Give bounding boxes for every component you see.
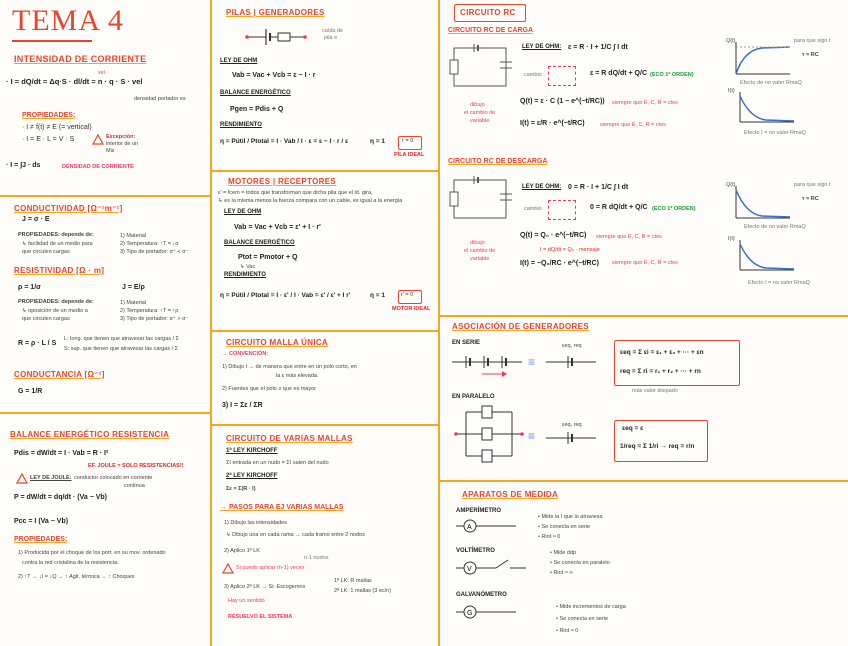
svg-text:G: G	[467, 610, 473, 617]
medida-heading: APARATOS DE MEDIDA	[462, 490, 559, 499]
pilas-balance-formula: Pgen = Pdis + Q	[230, 106, 284, 113]
amperimetro-a1: • Mide la I que lo atraviesa	[538, 514, 603, 520]
densidad-label: DENSIDAD DE CORRIENTE	[62, 164, 134, 170]
balance-res-p1: 1) Producida por el choque de los port. en su mov. ordenado	[18, 550, 166, 556]
rc-carga-i-graph	[736, 92, 796, 128]
motores-n1: ε' = fcem = todos que transforman que dicha pila que el ld. gira,	[218, 190, 373, 196]
intensidad-p1: · I ≠ f(t) ≠ E (= vertical)	[22, 124, 92, 131]
pilas-heading: PILAS | GENERADORES	[226, 8, 325, 17]
excepcion-label: Excepción:	[106, 134, 136, 140]
serie-eq2: req = Σ ri = r₁ + r₂ + ··· + rn	[620, 368, 701, 375]
voltimetro-v1: • Mide ddp	[550, 550, 577, 556]
rc-carga-i-note: siempre que E, C, R = ctes	[600, 122, 666, 128]
rc-carga-i-graph-foot: Efecto I = no valer RmaQ	[744, 130, 806, 136]
divider-c2-b	[210, 330, 438, 332]
divider-c2-c	[210, 424, 438, 426]
divider-col2	[438, 0, 440, 646]
intensidad-propiedades: PROPIEDADES:	[22, 112, 76, 119]
pasos-p4a: 1ª LK: R mallas	[334, 578, 372, 584]
resistividad-a2: que circulen cargas	[22, 316, 70, 322]
intensidad-formula: · I = dQ/dt = Δq·S · dl/dt = n · q · S · vel	[6, 77, 143, 86]
conductancia-heading: CONDUCTANCIA [Ω⁻¹]	[14, 370, 105, 379]
excepcion-text: interior de un	[106, 141, 139, 147]
rc-carga-heading: CIRCUITO RC DE CARGA	[448, 27, 534, 34]
rc-descarga-i: I(t) = −Q₀/RC · e^(−t/RC)	[520, 260, 599, 267]
pilas-ley-ohm: LEY DE OHM	[220, 58, 258, 64]
paralelo-eq3: εeq = ε	[622, 425, 644, 432]
intensidad-p2: · I = E · L = V · S	[22, 136, 75, 143]
motores-ohm-formula: Vab = Vac + Vcb = ε' + I · r'	[234, 224, 321, 231]
title-underline	[12, 40, 92, 42]
pasos-p3: Si puedo aplicar (n-1) veces	[236, 565, 305, 571]
densidad-formula: · I = ∫J · ds	[6, 162, 41, 169]
voltimetro-label: VOLTÍMETRO	[456, 548, 495, 554]
rc-descarga-q-sub: I = dQ/dt = Q₀ · mensaje	[540, 247, 600, 253]
serie-nota: más valor disipado	[632, 388, 678, 394]
kirchoff1-label: 1ª LEY KIRCHOFF	[226, 448, 278, 454]
rc-descarga-cambio: cambio	[524, 206, 542, 212]
galvanometro-g3: • Rint ≈ 0	[556, 628, 579, 634]
serie-schematic	[452, 352, 522, 378]
serie-formula-box	[614, 340, 740, 386]
pila-schematic	[246, 26, 306, 48]
divider-col1	[210, 0, 212, 646]
rc-descarga-f1: 0 = R · I + 1/C ∫ I dt	[568, 184, 629, 191]
rc-descarga-cambio-box	[548, 200, 576, 220]
resistividad-b2: 2) Temperatura: ↑T = ↑ρ	[120, 308, 179, 314]
caida-pila-label: caída de	[322, 28, 344, 34]
motor-ideal-label: MOTOR IDEAL	[392, 306, 431, 312]
rc-carga-f2: ε = R dQ/dt + Q/C	[590, 70, 647, 77]
galvanometro-g2: • Se conecta en serie	[556, 616, 609, 622]
rc-descarga-q-graph-note: para que sign t	[794, 182, 831, 188]
rc-dibujo-label3: variable	[470, 118, 490, 124]
pasos-p2: 2) Aplico 1ª LK	[224, 548, 260, 554]
rc-descarga-q: Q(t) = Q₀ · e^(−t/RC)	[520, 232, 587, 239]
warning-icon	[92, 134, 104, 145]
caida-pila-label2: pila e	[324, 35, 338, 41]
svg-text:A: A	[467, 524, 472, 531]
rc-carga-q-graph	[732, 42, 792, 82]
motores-vac: ↳ Vac	[240, 264, 256, 270]
pasos-p2b: n-1 nudos	[304, 555, 329, 561]
voltimetro-icon	[456, 558, 526, 576]
pilas-rend-ideal: η = 1	[370, 138, 385, 145]
serie-eq-schematic	[546, 352, 596, 378]
motores-ley-ohm: LEY DE OHM	[224, 209, 262, 215]
pasos-p1b: ↳ Dibujo una en cada rama → cada tramo entre 2 nodos	[226, 532, 365, 538]
conductividad-a2: que circulen cargas	[22, 249, 70, 255]
rc-heading: CIRCUITO RC	[460, 8, 516, 17]
divider-c1-b	[0, 412, 210, 414]
balance-res-n1: EF. JOULE = SOLO RESISTENCIAS!!	[88, 463, 184, 469]
warning-icon	[222, 563, 234, 574]
rc-descarga-dibujo2: el cambio de	[464, 248, 496, 254]
kirchoff2-label: 2ª LEY KIRCHOFF	[226, 473, 278, 479]
conductividad-b3: 3) Tipo de portador: σ⁺ < σ⁻	[120, 249, 189, 255]
rc-ley-ohm: LEY DE OHM:	[522, 44, 562, 50]
serie-eq-label: εeq, req	[562, 343, 582, 349]
svg-text:V: V	[467, 566, 472, 573]
rc-cambio-box	[548, 66, 576, 86]
rc-carga-q-graph-note: para que sign t	[794, 38, 831, 44]
serie-eq1: εeq = Σ εi = ε₁ + ε₂ + ··· + εn	[620, 349, 704, 356]
rc-descarga-heading: CIRCUITO RC DE DESCARGA	[448, 158, 548, 165]
paralelo-label: EN PARALELO	[452, 394, 495, 400]
amperimetro-a2: • Se conecta en serie	[538, 524, 591, 530]
balance-res-f1: Pdis = dW/dt = I · Vab = R · I²	[14, 450, 109, 457]
malla-s4: 3) I = Σε / ΣR	[222, 402, 263, 409]
rc-dibujo-label2: el cambio de	[464, 110, 496, 116]
warning-icon	[16, 473, 28, 484]
pasos-p1: 1) Dibujo las intensidades	[224, 520, 287, 526]
amperimetro-label: AMPERÍMETRO	[456, 508, 501, 514]
rc-carga-f1: ε = R · I + 1/C ∫ I dt	[568, 44, 628, 51]
rc-dibujo-label: dibujo	[470, 102, 485, 108]
pilas-ohm-formula: Vab = Vac + Vcb = ε − I · r	[232, 72, 316, 79]
rc-descarga-q-note: siempre que E, C, R = ctes	[596, 234, 662, 240]
balance-res-heading: BALANCE ENERGÉTICO RESISTENCIA	[10, 430, 170, 439]
rc-orden-label: (ECO 1º ORDEN)	[650, 72, 694, 78]
motores-rendimiento: RENDIMIENTO	[224, 272, 266, 278]
motores-heading: MOTORES | RECEPTORES	[228, 177, 336, 186]
balance-res-prop: PROPIEDADES:	[14, 536, 68, 543]
rc-descarga-q-graph	[732, 186, 792, 226]
pilas-rendimiento: RENDIMIENTO	[220, 122, 262, 128]
malla-s3: 2) Fuentes que el polo ≥ que es mayor	[222, 386, 317, 392]
resuelvo-label: RESUELVO EL SISTEMA	[228, 614, 293, 620]
kirchoff2-formula: Σε = Σ(R · I)	[226, 486, 256, 492]
rc-descarga-i-note: siempre que E, C, R = ctes	[612, 260, 678, 266]
rc-descarga-q-graph-foot: Efecto de no valer RmaQ	[744, 224, 806, 230]
conductividad-a1: ↳ facilidad de un medio para	[22, 241, 93, 247]
pilas-rend-formula: η = Pútil / Ptotal = I · Vab / I · ε = ε − I · r / ε	[220, 138, 349, 145]
conductividad-heading: CONDUCTIVIDAD [Ω⁻¹m⁻¹]	[14, 204, 123, 213]
paralelo-eq-label: εeq, req	[562, 422, 582, 428]
resistividad-b1: 1) Material	[120, 300, 146, 306]
pilas-balance: BALANCE ENERGÉTICO	[220, 90, 291, 96]
pila-ideal-label: PILA IDEAL	[394, 152, 425, 158]
rc-descarga-f2: 0 = R dQ/dt + Q/C	[590, 204, 648, 211]
resistividad-a1: ↳ oposición de un medio a	[22, 308, 88, 314]
rc-carga-tau: τ = RC	[802, 52, 819, 58]
rc-carga-schematic	[450, 44, 510, 90]
rc-cambio-label: cambio	[524, 72, 542, 78]
motores-balance-formula: Ptot = Pmotor + Q	[238, 254, 298, 261]
resistencia-n2: S: sup. que tienen que atravesar las cargas / Σ	[64, 346, 179, 352]
amperimetro-icon	[456, 518, 516, 534]
pasos-p4b: 2ª LK: 1 mallas (3 ec/n)	[334, 588, 392, 594]
conductividad-b2: 2) Temperatura: ↑T = ↓σ	[120, 241, 179, 247]
rc-descarga-i-graph-label: I(t)	[728, 236, 735, 242]
balance-res-p2: contra la red cristalina de la resistencia.	[22, 560, 119, 566]
divider-c2-a	[210, 170, 438, 172]
kirchoff1-formula: ΣI entrada en un nudo = ΣI salen del nudo	[226, 460, 329, 466]
rc-descarga-schematic	[450, 176, 510, 222]
pasos-p5: Hay un sentido	[228, 598, 265, 604]
motores-rend-formula: η = Pútil / Ptotal = I · ε' / I · Vab = ε' / ε' + I r'	[220, 292, 351, 299]
balance-res-p3: 2) ↑T → ↓I = ↓Q → ↑ Agit. térmica → ↑ Choques	[18, 574, 135, 580]
rc-descarga-i-graph	[736, 240, 796, 276]
ley-joule-n3: continua	[124, 483, 145, 489]
voltimetro-v2: • Se conecta en paralelo	[550, 560, 610, 566]
galvanometro-label: GALVANÓMETRO	[456, 592, 507, 598]
motores-r0: r' = 0	[401, 292, 414, 298]
rc-carga-i-graph-label: I(t)	[728, 88, 735, 94]
resistividad-f1: ρ = 1/σ	[18, 284, 41, 291]
balance-res-f3: Pcc = I (Va − Vb)	[14, 518, 69, 525]
resistividad-b3: 3) Tipo de portador: σ⁺ > σ⁻	[120, 316, 189, 322]
voltimetro-v3: • Rint ≈ ∞	[550, 570, 574, 576]
rc-carga-q-graph-label: Q(t)	[726, 38, 736, 44]
conductividad-b1: 1) Material	[120, 233, 146, 239]
amperimetro-a3: • Rint ≈ 0	[538, 534, 561, 540]
divider-c3-a	[438, 315, 848, 317]
motores-balance: BALANCE ENERGÉTICO	[224, 240, 295, 246]
intensidad-heading: INTENSIDAD DE CORRIENTE	[14, 54, 147, 64]
resistividad-f2: J = E/ρ	[122, 284, 145, 291]
ley-joule-n2: conductor colocado en corriente	[74, 475, 153, 481]
asociacion-heading: ASOCIACIÓN DE GENERADORES	[452, 322, 589, 331]
malla-unica-heading: CIRCUITO MALLA ÚNICA	[226, 338, 328, 347]
divider-c1-a	[0, 195, 210, 197]
balance-res-f2: P = dW/dt = dq/dt · (Va − Vb)	[14, 494, 108, 501]
rc-descarga-dibujo3: variable	[470, 256, 490, 262]
rc-descarga-ley-ohm: LEY DE OHM:	[522, 184, 562, 190]
conductividad-formula: J = σ · E	[22, 216, 50, 223]
ley-joule-label: LEY DE JOULE:	[30, 475, 72, 481]
resistividad-prop: PROPIEDADES: depende de:	[18, 299, 94, 305]
resistencia-formula: R = ρ · L / S	[18, 340, 57, 347]
rc-carga-q-note: siempre que E, C, R = ctes	[612, 100, 678, 106]
divider-c3-b	[438, 480, 848, 482]
galvanometro-icon	[456, 604, 516, 620]
rc-descarga-q-graph-label: Q(t)	[726, 182, 736, 188]
serie-equals: ≡	[528, 355, 536, 369]
densidad-portador: densidad portador es	[134, 96, 186, 102]
rc-descarga-i-graph-foot: Efecto I = no valer RmaQ	[748, 280, 810, 286]
rc-carga-q-graph-foot: Efecto de no valer RmaQ	[740, 80, 802, 86]
vel-label: vel	[98, 70, 106, 76]
resistividad-heading: RESISTIVIDAD [Ω · m]	[14, 266, 105, 275]
paralelo-schematic	[456, 406, 522, 462]
malla-s2: la ε más elevada.	[276, 373, 319, 379]
conductancia-formula: G = 1/R	[18, 388, 43, 395]
convencion-label: → CONVENCIÓN:	[222, 351, 269, 357]
pilas-r0: r = 0	[402, 138, 414, 144]
rc-carga-i: I(t) = ε/R · e^(−t/RC)	[520, 120, 585, 127]
serie-label: EN SERIE	[452, 340, 481, 346]
paralelo-eq-schematic	[546, 430, 596, 450]
conductividad-prop: PROPIEDADES: depende de:	[18, 232, 94, 238]
malla-s1: 1) Dibujo I → de manera que entre en un polo corto, en	[222, 364, 357, 370]
rc-descarga-tau: τ = RC	[802, 196, 819, 202]
rc-descarga-dibujo: dibujo	[470, 240, 485, 246]
varias-mallas-heading: CIRCUITO DE VARIAS MALLAS	[226, 434, 353, 443]
paralelo-eq4: 1/req = Σ 1/ri → req = r/n	[620, 443, 695, 450]
resistencia-n1: L: long. que tienen que atravesar las cargas / Σ	[64, 336, 179, 342]
page-title: TEMA 4	[12, 4, 124, 37]
rc-carga-q: Q(t) = ε · C (1 − e^(−t/RC))	[520, 98, 605, 105]
paralelo-equals: ≡	[528, 429, 536, 443]
excepcion-text2: Mis	[106, 148, 115, 154]
rc-descarga-orden: (ECO 1º ORDEN)	[652, 206, 696, 212]
motores-n2: ↳ es la misma menos la fuerza compara con un cable, es igual a la energía	[218, 198, 403, 204]
motores-rend-ideal: η = 1	[370, 292, 385, 299]
pasos-p4: 3) Aplico 2ª LK → Si: Escogemos	[224, 584, 306, 590]
galvanometro-g1: • Mide incrementos de carga	[556, 604, 626, 610]
pasos-heading: → PASOS PARA EJ VARIAS MALLAS	[220, 504, 344, 511]
